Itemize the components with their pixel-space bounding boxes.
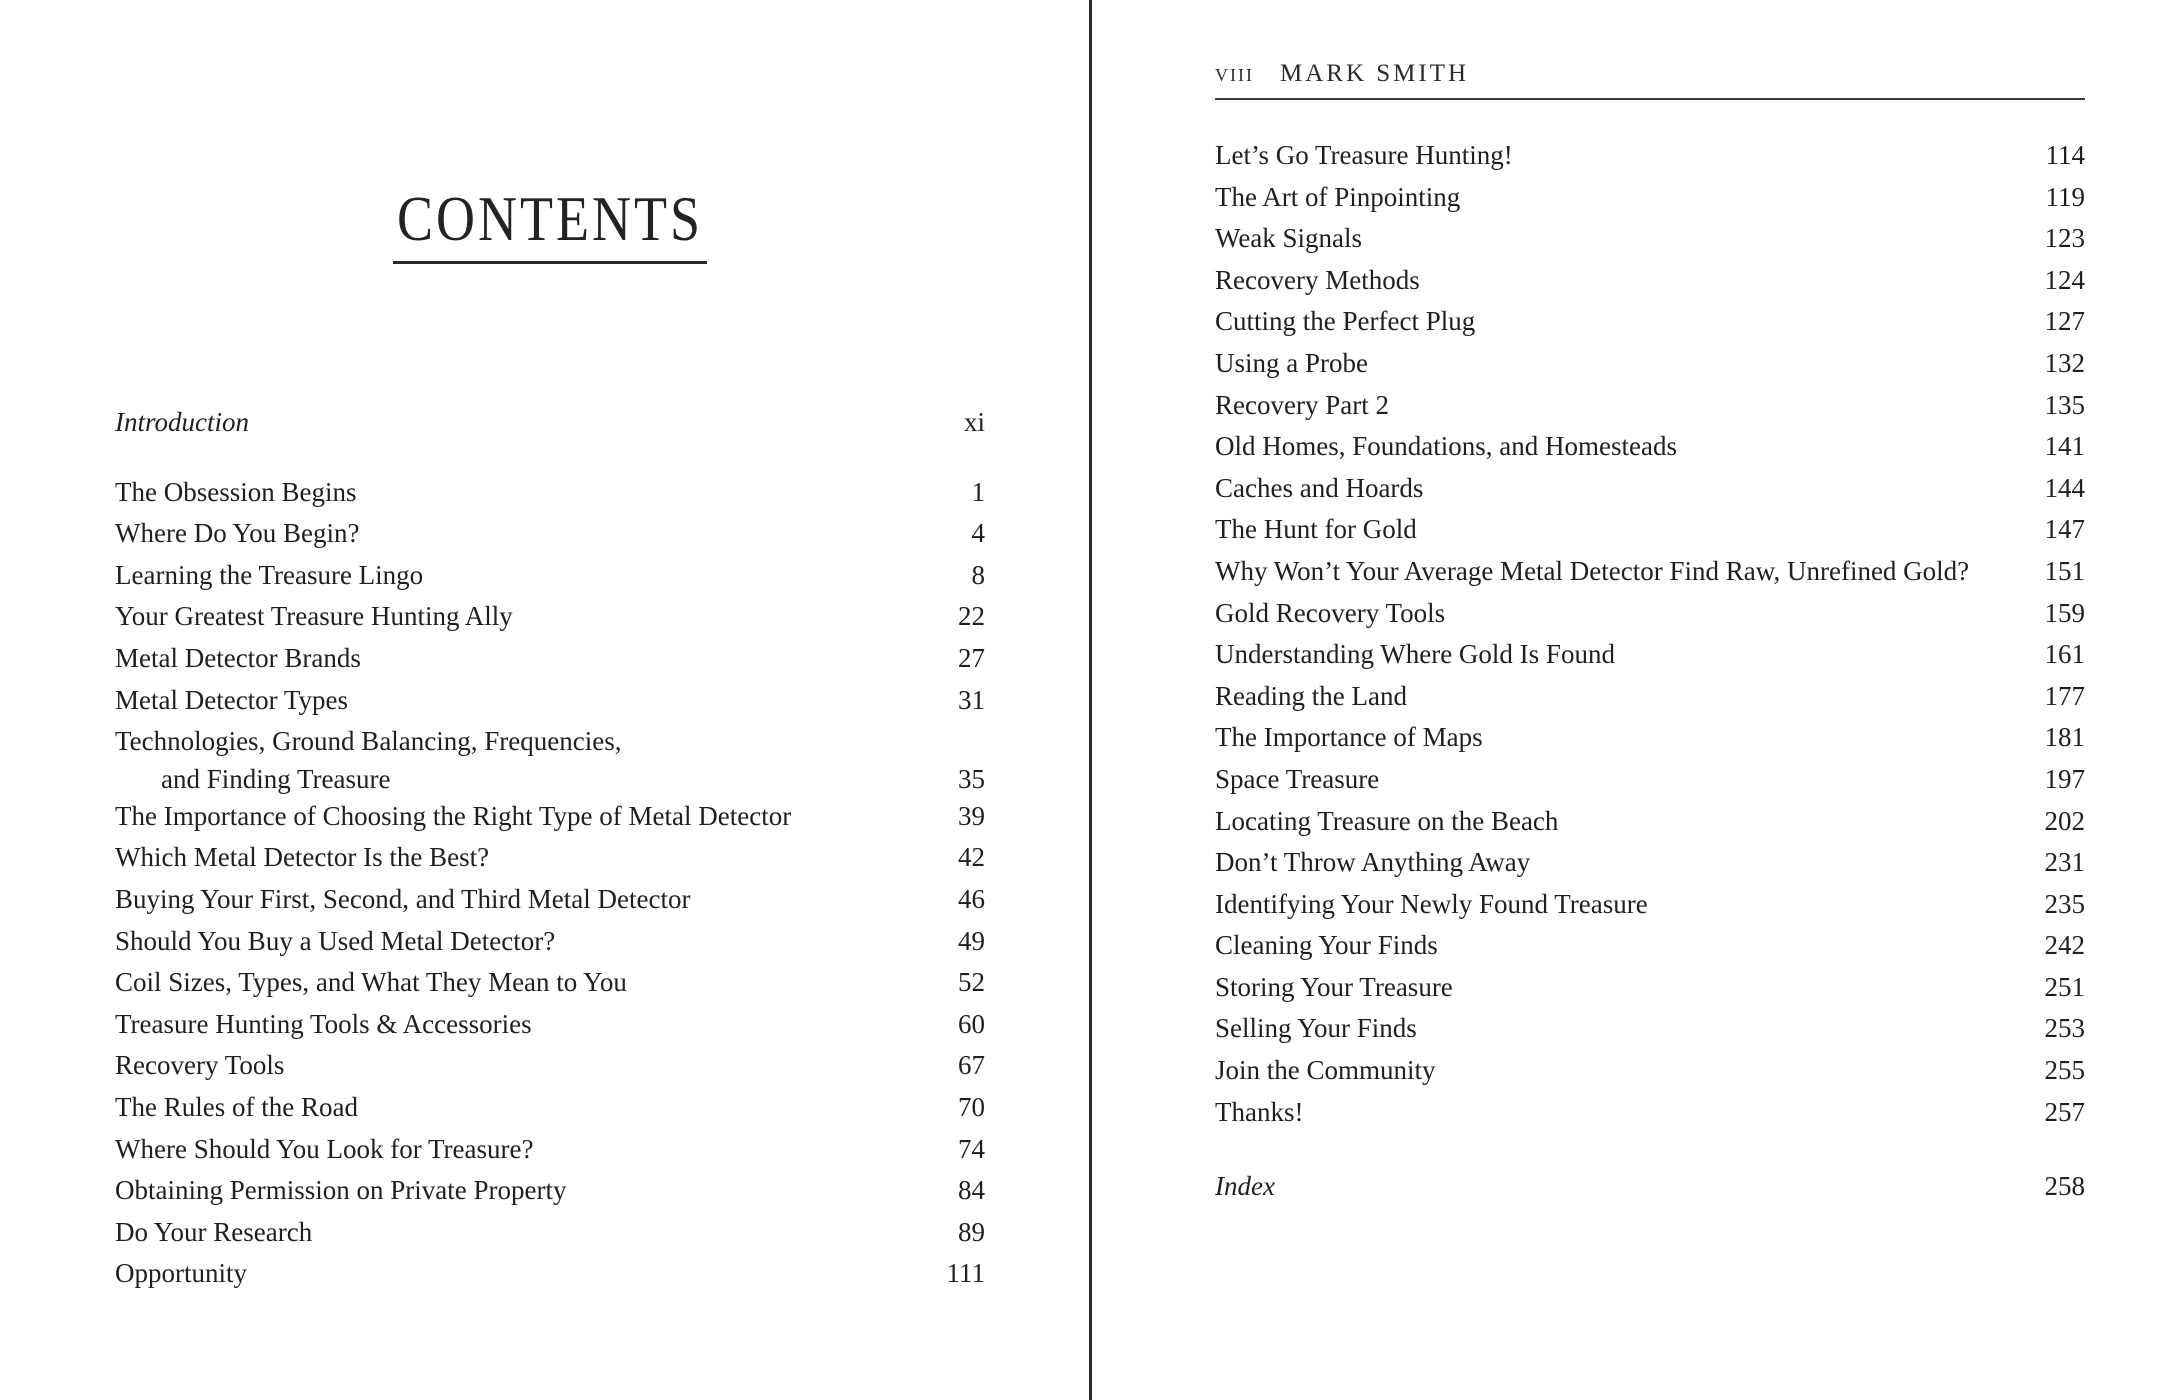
toc-entry-label: The Hunt for Gold bbox=[1215, 514, 1417, 545]
toc-entry bbox=[115, 721, 985, 763]
toc-entry-label: Where Do You Begin? bbox=[115, 518, 360, 549]
folio-number: viii bbox=[1215, 60, 1254, 87]
toc-entry bbox=[1215, 717, 2085, 759]
toc-entry-label: The Art of Pinpointing bbox=[1215, 181, 1461, 212]
toc-entry-label: Selling Your Finds bbox=[1215, 1013, 1417, 1044]
toc-entry-label: Let’s Go Treasure Hunting! bbox=[1215, 140, 1513, 170]
toc-entry bbox=[115, 1212, 985, 1254]
toc-entry bbox=[115, 1129, 985, 1171]
toc-entry-label: The Importance of Choosing the Right Type of Metal Detector bbox=[115, 800, 792, 831]
toc-entry bbox=[1215, 593, 2085, 635]
toc-entry bbox=[1215, 135, 2085, 177]
toc-entry-label: Coil Sizes, Types, and What They Mean to You bbox=[115, 967, 627, 998]
toc-entry-label: Using a Probe bbox=[1215, 347, 1368, 378]
toc-entry-page: 132 bbox=[2044, 347, 2085, 378]
right-toc-entries bbox=[1215, 135, 2085, 1133]
toc-entry-label: and Finding Treasure bbox=[161, 763, 391, 794]
toc-entry bbox=[115, 1045, 985, 1087]
toc-entry-page: 89 bbox=[958, 1216, 985, 1247]
toc-entry-label: Do Your Research bbox=[115, 1216, 313, 1247]
toc-entry-page: 49 bbox=[958, 925, 985, 956]
toc-entry-label: Metal Detector Brands bbox=[115, 642, 361, 673]
toc-entry-label: Your Greatest Treasure Hunting Ally bbox=[115, 601, 513, 632]
toc-entry-page: 197 bbox=[2044, 763, 2085, 794]
toc-entry bbox=[115, 1170, 985, 1212]
toc-entry-label: Recovery Tools bbox=[115, 1050, 285, 1081]
toc-entry-label: Introduction bbox=[115, 407, 249, 437]
toc-entry-page: 181 bbox=[2044, 722, 2085, 753]
toc-entry-label: Caches and Hoards bbox=[1215, 472, 1424, 503]
toc-entry bbox=[115, 962, 985, 1004]
toc-entry-page: 123 bbox=[2044, 223, 2085, 254]
toc-entry bbox=[115, 837, 985, 879]
toc-entry bbox=[115, 680, 985, 722]
toc-entry-page: 159 bbox=[2044, 597, 2085, 628]
toc-entry-label: Storing Your Treasure bbox=[1215, 971, 1453, 1002]
toc-section-gap bbox=[115, 444, 985, 472]
toc-entry bbox=[115, 1253, 985, 1295]
toc-entry bbox=[1215, 177, 2085, 219]
toc-entry bbox=[115, 1004, 985, 1046]
toc-entry bbox=[115, 1087, 985, 1129]
toc-entry-label: Weak Signals bbox=[1215, 223, 1363, 254]
toc-entry-label: Where Should You Look for Treasure? bbox=[115, 1133, 534, 1164]
header-rule bbox=[1215, 98, 2085, 100]
toc-entry bbox=[1215, 759, 2085, 801]
toc-entry-page: 141 bbox=[2044, 431, 2085, 462]
toc-entry-label: Space Treasure bbox=[1215, 763, 1380, 794]
toc-entry-label: Reading the Land bbox=[1215, 680, 1407, 711]
toc-entry-label: The Importance of Maps bbox=[1215, 722, 1483, 753]
toc-entry-label: Technologies, Ground Balancing, Frequencies, bbox=[115, 726, 622, 757]
toc-entry bbox=[1215, 385, 2085, 427]
toc-entry bbox=[1215, 884, 2085, 926]
right-page bbox=[1215, 0, 2085, 1400]
toc-entry bbox=[1215, 260, 2085, 302]
toc-entry bbox=[1215, 301, 2085, 343]
toc-entry-label: Locating Treasure on the Beach bbox=[1215, 805, 1559, 836]
toc-entry-page: 4 bbox=[971, 518, 985, 549]
toc-entry-page: 257 bbox=[2044, 1096, 2085, 1127]
toc-entry-label: Understanding Where Gold Is Found bbox=[1215, 639, 1615, 670]
toc-entry-page: 114 bbox=[2045, 140, 2085, 170]
toc-entry-page: 253 bbox=[2044, 1013, 2085, 1044]
running-title: MARK SMITH bbox=[1279, 60, 1470, 87]
contents-title-block bbox=[115, 183, 985, 264]
toc-entry-page: 39 bbox=[958, 800, 985, 831]
toc-entry-introduction bbox=[115, 402, 985, 444]
toc-entry-label: Metal Detector Types bbox=[115, 684, 349, 715]
toc-entry bbox=[1215, 1050, 2085, 1092]
toc-entry bbox=[1215, 967, 2085, 1009]
toc-entry bbox=[1215, 426, 2085, 468]
toc-entry bbox=[1215, 509, 2085, 551]
running-header bbox=[1215, 58, 2085, 90]
toc-entry-page: 8 bbox=[971, 559, 985, 590]
toc-entry-page: 151 bbox=[2044, 555, 2085, 586]
toc-entry-page: 111 bbox=[946, 1258, 985, 1289]
toc-entry-label: Why Won’t Your Average Metal Detector Find Raw, Unrefined Gold? bbox=[1215, 555, 1970, 586]
toc-entry-page: 119 bbox=[2045, 181, 2085, 212]
toc-entry bbox=[1215, 1092, 2085, 1134]
toc-entry-label: Identifying Your Newly Found Treasure bbox=[1215, 888, 1648, 919]
toc-entry-page: 177 bbox=[2044, 680, 2085, 711]
toc-entry-label: The Obsession Begins bbox=[115, 476, 357, 507]
toc-entry bbox=[115, 879, 985, 921]
spine-divider bbox=[1089, 0, 1092, 1400]
left-toc-list bbox=[115, 402, 985, 1295]
toc-entry-label: Treasure Hunting Tools & Accessories bbox=[115, 1008, 532, 1039]
toc-entry-page: 52 bbox=[958, 967, 985, 998]
toc-entry-page: 235 bbox=[2044, 888, 2085, 919]
contents-title: CONTENTS bbox=[397, 183, 703, 255]
toc-entry bbox=[1215, 551, 2085, 593]
toc-entry bbox=[1215, 842, 2085, 884]
toc-entry bbox=[1215, 1008, 2085, 1050]
toc-entry bbox=[1215, 801, 2085, 843]
left-page bbox=[115, 0, 985, 1400]
toc-entry-page: 242 bbox=[2044, 930, 2085, 961]
toc-entry bbox=[1215, 218, 2085, 260]
toc-entry-page: xi bbox=[963, 407, 985, 437]
toc-entry-index bbox=[1215, 1166, 2085, 1208]
toc-entry-page: 202 bbox=[2044, 805, 2085, 836]
toc-entry-label: Cutting the Perfect Plug bbox=[1215, 306, 1476, 337]
toc-entry-label: Cleaning Your Finds bbox=[1215, 930, 1438, 961]
toc-entry-page: 60 bbox=[958, 1008, 985, 1039]
toc-entry-label: Which Metal Detector Is the Best? bbox=[115, 842, 490, 873]
toc-entry-label: Join the Community bbox=[1215, 1055, 1436, 1086]
contents-title-underline bbox=[393, 183, 707, 264]
toc-entry-page: 231 bbox=[2044, 847, 2085, 878]
toc-entry-label: Gold Recovery Tools bbox=[1215, 597, 1446, 628]
toc-entry bbox=[1215, 468, 2085, 510]
toc-entry-page: 144 bbox=[2044, 472, 2085, 503]
toc-entry-label: Obtaining Permission on Private Property bbox=[115, 1175, 567, 1206]
toc-entry-page: 258 bbox=[2044, 1171, 2085, 1202]
toc-entry bbox=[1215, 343, 2085, 385]
toc-entry-label: Index bbox=[1215, 1171, 1275, 1202]
toc-entry bbox=[115, 596, 985, 638]
toc-entry-page: 161 bbox=[2044, 639, 2085, 670]
toc-entry-page: 147 bbox=[2044, 514, 2085, 545]
toc-section-gap bbox=[1215, 1133, 2085, 1166]
toc-entry-page: 251 bbox=[2044, 971, 2085, 1002]
toc-entry-page: 46 bbox=[958, 883, 985, 914]
toc-entry-page: 255 bbox=[2044, 1055, 2085, 1086]
toc-entry-page: 42 bbox=[958, 842, 985, 873]
toc-entry bbox=[115, 472, 985, 514]
toc-entry bbox=[115, 763, 985, 796]
toc-entry bbox=[115, 921, 985, 963]
toc-entry-page: 124 bbox=[2044, 264, 2085, 295]
toc-entry-label: The Rules of the Road bbox=[115, 1091, 358, 1122]
toc-entry-page: 135 bbox=[2044, 389, 2085, 420]
left-toc-entries bbox=[115, 472, 985, 1295]
toc-entry bbox=[115, 638, 985, 680]
toc-entry-label: Don’t Throw Anything Away bbox=[1215, 847, 1531, 878]
toc-entry-page: 127 bbox=[2044, 306, 2085, 337]
toc-entry-page: 1 bbox=[971, 476, 985, 507]
toc-entry-label: Buying Your First, Second, and Third Metal Detector bbox=[115, 883, 691, 914]
toc-entry-page: 84 bbox=[958, 1175, 985, 1206]
toc-entry-page: 74 bbox=[958, 1133, 985, 1164]
toc-entry-label: Should You Buy a Used Metal Detector? bbox=[115, 925, 556, 956]
toc-entry bbox=[115, 513, 985, 555]
toc-entry-page: 67 bbox=[958, 1050, 985, 1081]
toc-entry-label: Old Homes, Foundations, and Homesteads bbox=[1215, 431, 1677, 462]
toc-entry bbox=[115, 555, 985, 597]
toc-entry bbox=[1215, 925, 2085, 967]
toc-entry-page: 27 bbox=[958, 642, 985, 673]
toc-entry-label: Recovery Methods bbox=[1215, 264, 1420, 295]
toc-entry bbox=[115, 796, 985, 838]
toc-entry bbox=[1215, 676, 2085, 718]
toc-entry-label: Opportunity bbox=[115, 1258, 247, 1289]
toc-entry-page: 31 bbox=[958, 684, 985, 715]
toc-entry-label: Thanks! bbox=[1215, 1096, 1304, 1127]
toc-entry-label: Learning the Treasure Lingo bbox=[115, 559, 424, 590]
toc-entry-label: Recovery Part 2 bbox=[1215, 389, 1389, 420]
right-toc-list bbox=[1215, 135, 2085, 1208]
toc-entry-page: 70 bbox=[958, 1091, 985, 1122]
toc-entry bbox=[1215, 634, 2085, 676]
toc-entry-page: 22 bbox=[958, 601, 985, 632]
toc-entry-page: 35 bbox=[958, 763, 985, 794]
